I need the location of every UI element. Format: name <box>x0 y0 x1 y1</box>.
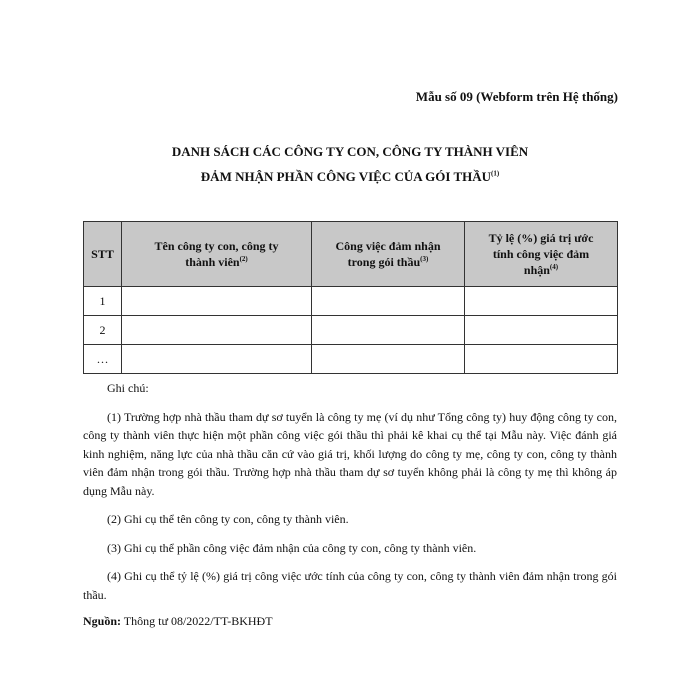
cell-stt: 2 <box>84 316 122 345</box>
document-title-line-1: DANH SÁCH CÁC CÔNG TY CON, CÔNG TY THÀNH VIÊN <box>171 144 529 159</box>
document-title-text: ĐẢM NHẬN PHẦN CÔNG VIỆC CỦA GÓI THẦU <box>200 169 492 184</box>
note-item-2: (2) Ghi cụ thể tên công ty con, công ty thành viên. <box>107 512 349 526</box>
source-label: Nguồn: <box>83 614 122 628</box>
title-footnote: (1) <box>491 169 500 178</box>
note-item-3: (3) Ghi cụ thể phần công việc đảm nhận của công ty con, công ty thành viên. <box>107 540 477 555</box>
cell-ratio[interactable] <box>465 287 618 316</box>
notes-heading: Ghi chú: <box>107 381 149 395</box>
table-row <box>84 345 618 374</box>
cell-company[interactable] <box>122 287 312 316</box>
cell-ratio[interactable] <box>465 316 618 345</box>
cell-work[interactable] <box>312 345 465 374</box>
table-row <box>84 316 618 345</box>
cell-company[interactable] <box>122 345 312 374</box>
column-header-work: Công việc đảm nhận trong gói thầu$^{(3)}$ <box>312 222 465 287</box>
cell-stt: 1 <box>84 287 122 316</box>
table-row <box>84 287 618 316</box>
note-item-1: (1) Trường hợp nhà thầu tham dự sơ tuyển là công ty mẹ (ví dụ như Tổng công ty) huy động công ty con, công ty thành viên thực hiện một phần công việc gói thầu thì phải kê khai cụ thể tại Mẫu này. Việc đánh giá kinh nghiệm, năng lực của nhà thầu căn cứ vào giá trị, khối lượng do công ty mẹ, công ty con, công ty thành viên đảm nhận trong gói thầu. Trường hợp nhà thầu tham dự sơ tuyển không phải là công ty mẹ thì không áp dụng Mẫu này. <box>83 409 617 498</box>
source-line <box>83 612 617 631</box>
column-header-ratio: Tỷ lệ (%) giá trị ước tính công việc đảm nhận$^{(4)}$ <box>465 222 618 287</box>
form-code: Mẫu số 09 (Webform trên Hệ thống) <box>415 89 618 104</box>
notes-section <box>83 379 617 631</box>
column-header-company: Tên công ty con, công ty thành viên$^{(2)}$ <box>122 222 312 287</box>
table-header-row <box>84 222 618 287</box>
cell-stt: … <box>84 345 122 374</box>
subsidiary-table <box>83 221 618 374</box>
cell-ratio[interactable] <box>465 345 618 374</box>
document-title-line-2 <box>0 169 700 185</box>
source-text: Thông tư 08/2022/TT-BKHĐT <box>121 614 273 628</box>
cell-work[interactable] <box>312 316 465 345</box>
cell-work[interactable] <box>312 287 465 316</box>
column-header-stt: STT <box>84 222 122 287</box>
cell-company[interactable] <box>122 316 312 345</box>
note-item-4: (4) Ghi cụ thể tỷ lệ (%) giá trị công việc ước tính của công ty con, công ty thành viên đảm nhận trong gói thầu. <box>83 569 617 602</box>
